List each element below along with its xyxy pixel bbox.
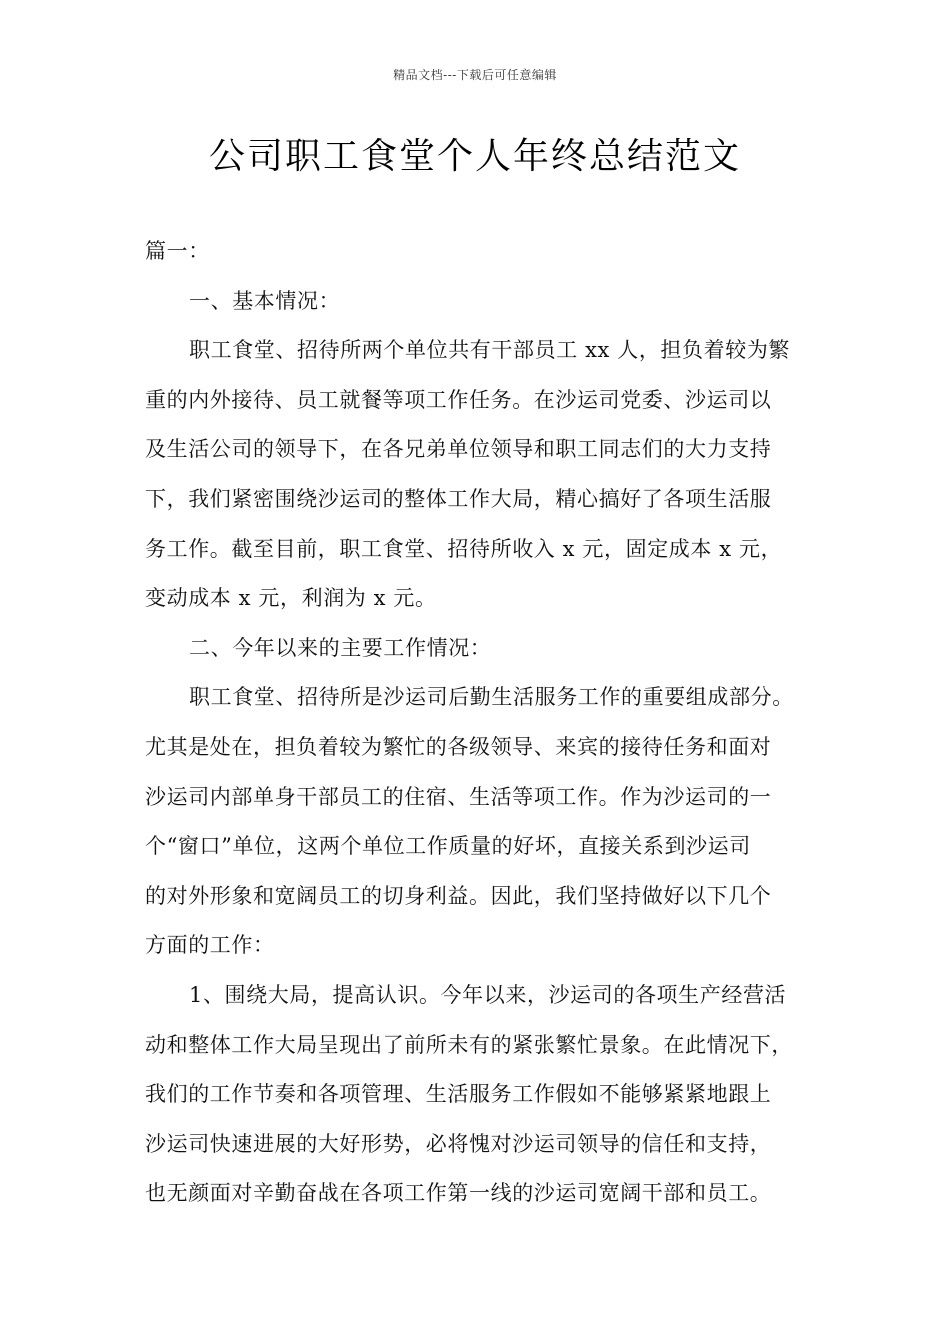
- text-line: 尤其是处在，担负着较为繁忙的各级领导、来宾的接待任务和面对: [145, 734, 772, 759]
- text-line: 二、今年以来的主要工作情况：: [189, 635, 492, 660]
- text-line: 篇一：: [145, 239, 210, 263]
- text-line: 的对外形象和宽阔员工的切身利益。因此，我们坚持做好以下几个: [145, 883, 772, 908]
- text-line: 我们的工作节奏和各项管理、生活服务工作假如不能够紧紧地跟上: [145, 1082, 772, 1107]
- document-body: [145, 227, 825, 1219]
- text-line: 沙运司内部单身干部员工的住宿、生活等项工作。作为沙运司的一: [145, 784, 772, 809]
- text-line: 职工食堂、招待所两个单位共有干部员工 xx 人，担负着较为繁: [189, 338, 791, 363]
- text-line: 职工食堂、招待所是沙运司后勤生活服务工作的重要组成部分。: [189, 685, 794, 710]
- text-line: 动和整体工作大局呈现出了前所未有的紧张繁忙景象。在此情况下，: [145, 1032, 793, 1057]
- header-note: 精品文档---下载后可任意编辑: [393, 68, 557, 82]
- text-line: 及生活公司的领导下，在各兄弟单位领导和职工同志们的大力支持: [145, 437, 772, 462]
- text-line: 1、围绕大局，提高认识。今年以来，沙运司的各项生产经营活: [189, 982, 787, 1007]
- text-line: 重的内外接待、员工就餐等项工作任务。在沙运司党委、沙运司以: [145, 387, 772, 412]
- text-line: 下，我们紧密围绕沙运司的整体工作大局，精心搞好了各项生活服: [145, 486, 772, 511]
- document-title: 公司职工食堂个人年终总结范文: [208, 136, 741, 177]
- text-line: 方面的工作：: [145, 933, 275, 958]
- text-line: 务工作。截至目前，职工食堂、招待所收入 x 元，固定成本 x 元，: [145, 536, 783, 561]
- text-line: 个“窗口”单位，这两个单位工作质量的好坏，直接关系到沙运司: [145, 834, 751, 859]
- text-line: 沙运司快速进展的大好形势，必将愧对沙运司领导的信任和支持，: [145, 1131, 772, 1156]
- text-line: 也无颜面对辛勤奋战在各项工作第一线的沙运司宽阔干部和员工。: [145, 1181, 772, 1206]
- text-line: 变动成本 x 元，利润为 x 元。: [145, 586, 437, 611]
- text-line: 一、基本情况：: [189, 288, 341, 313]
